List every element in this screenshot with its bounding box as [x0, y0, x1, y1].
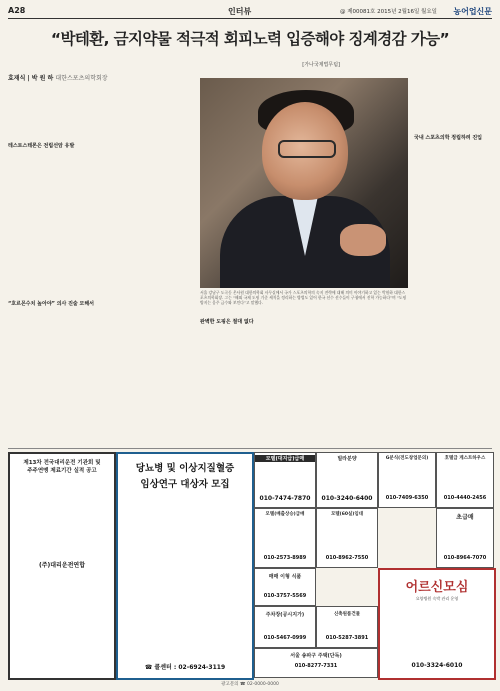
ad-clinical-phone: ☎ 콜센터 : 02-6924-3119 [144, 664, 226, 671]
ad-villa-phone: 010-3240-6400 [321, 495, 373, 502]
ad-guesthouse [436, 452, 494, 508]
article-column-1 [8, 84, 98, 444]
ad-guesthouse-title: 호텔급 게스트하우스 [444, 456, 486, 461]
ad-parking [254, 606, 316, 648]
ad-parking-phone: 010-5467-0999 [263, 635, 307, 641]
photo-glasses [278, 140, 336, 158]
ad-house-title: 서울 송파구 주택(단독) [290, 653, 342, 659]
ad-house [254, 648, 378, 678]
ad-snack [378, 452, 436, 508]
page-number: A28 [8, 6, 26, 15]
ad-food-phone: 010-3757-5569 [263, 593, 307, 599]
ad-parking-title: 주차장(공시지가) [265, 612, 305, 618]
ad-elder-care [378, 568, 496, 680]
ad-snack-title: G분식(전도창업문의) [385, 456, 429, 461]
ad-building [316, 606, 378, 648]
ad-motel-2-phone: 010-2573-8989 [263, 555, 307, 561]
article-column-4 [306, 318, 408, 444]
ad-villa [316, 452, 378, 508]
ad-building-title: 신축원룸건물 [333, 612, 361, 617]
ad-urgent-title: 초급매 [456, 514, 474, 521]
ad-notice-name: (주)대리운전연합 [38, 562, 86, 569]
photo-hand [340, 224, 386, 256]
ad-notice-title: 제13차 전국대리운전 기관회 및 [23, 460, 101, 466]
ad-guesthouse-phone: 010-4440-2456 [443, 495, 487, 501]
ad-divider [8, 448, 492, 449]
interview-photo [200, 78, 408, 288]
section-heading-2: “호르몬수치 높아야” 의사 진술 모해서 [8, 301, 94, 307]
ad-motel-3-title: 모텔(60실)임대 [330, 512, 364, 517]
article-column-2 [104, 84, 194, 444]
section-heading-1: 테스토스테론은 전립선암 유발 [8, 143, 75, 149]
ad-elder-care-sub: 요양병원 숙박 관리 운영 [415, 596, 459, 601]
ad-food [254, 568, 316, 606]
ad-food-title: 매매 이형 식품 [268, 574, 302, 580]
ad-clinical [116, 452, 254, 680]
ad-motel-3 [316, 508, 378, 568]
ad-urgent-phone: 010-8964-7070 [443, 555, 487, 561]
section-name: 인터뷰 [228, 7, 252, 16]
ad-motel-2-title: 모텔(매출상승)급매 [265, 512, 305, 517]
page-footer: 광고문의 ☎ 02-0000-0000 [221, 682, 279, 687]
page-header [8, 6, 492, 19]
ad-elder-care-title: 어르신모심 [405, 580, 469, 595]
ad-motel-2 [254, 508, 316, 568]
byline [8, 73, 108, 82]
article-column-3 [200, 318, 302, 444]
photo-caption: 서울 강남구 도곡동 온사원 대한의학회 사무실에서 국가 스포츠의학의 숙지 전략에 대해 의미 이야기하고 있는 박원하 대한스포츠의학회장. 그는 “해외 국제 도핑 기준 세칙을 정리하는 방법도 있어 한국 선수 선수들이 구청에서 진학 가능하다”며 “도핑 방지는 음주 금수와 보인다”고 말했다. [200, 290, 407, 306]
ad-notice [8, 452, 116, 680]
ad-building-phone: 010-5287-3891 [325, 635, 369, 641]
ad-clinical-sub: 임상연구 대상자 모집 [140, 479, 230, 490]
article-column-right [414, 60, 492, 444]
headline: “박테환, 금지약물 적극적 회피노력 입증해야 징계경감 가능” [50, 30, 450, 48]
ad-urgent [436, 508, 494, 568]
subheadline: [가나국제법무팀] [302, 62, 340, 68]
ad-elder-care-phone: 010-3324-6010 [411, 662, 463, 669]
ad-snack-phone: 010-7409-6350 [385, 495, 429, 501]
section-heading-3: 국내 스포츠의학 정립하려 진입 [414, 135, 483, 141]
ad-motel-1-phone: 010-7474-7870 [259, 495, 311, 502]
byline-name: 효재식 | 박 원 하 [8, 75, 54, 82]
ad-notice-sub: 주주연맹 제료기간 실적 공고 [27, 468, 97, 474]
byline-detail: 대한스포츠의학회장 [55, 75, 108, 82]
ad-villa-title: 빌라분양 [337, 456, 357, 462]
mid-heading: 완벽한 도핑은 절대 없다 [200, 319, 254, 325]
ad-motel-3-phone: 010-8962-7550 [325, 555, 369, 561]
ad-motel-1-title: 모텔(대지급)급매 [255, 455, 315, 462]
ad-house-phone: 010-8277-7331 [294, 663, 338, 669]
issue-info: @ 제00081호 2015년 2월16일 월요일 [340, 9, 437, 15]
ad-clinical-title: 당뇨병 및 이상지질혈증 [135, 463, 235, 474]
ad-motel-1 [254, 452, 316, 508]
paper-logo: 농어업신문 [453, 6, 492, 16]
